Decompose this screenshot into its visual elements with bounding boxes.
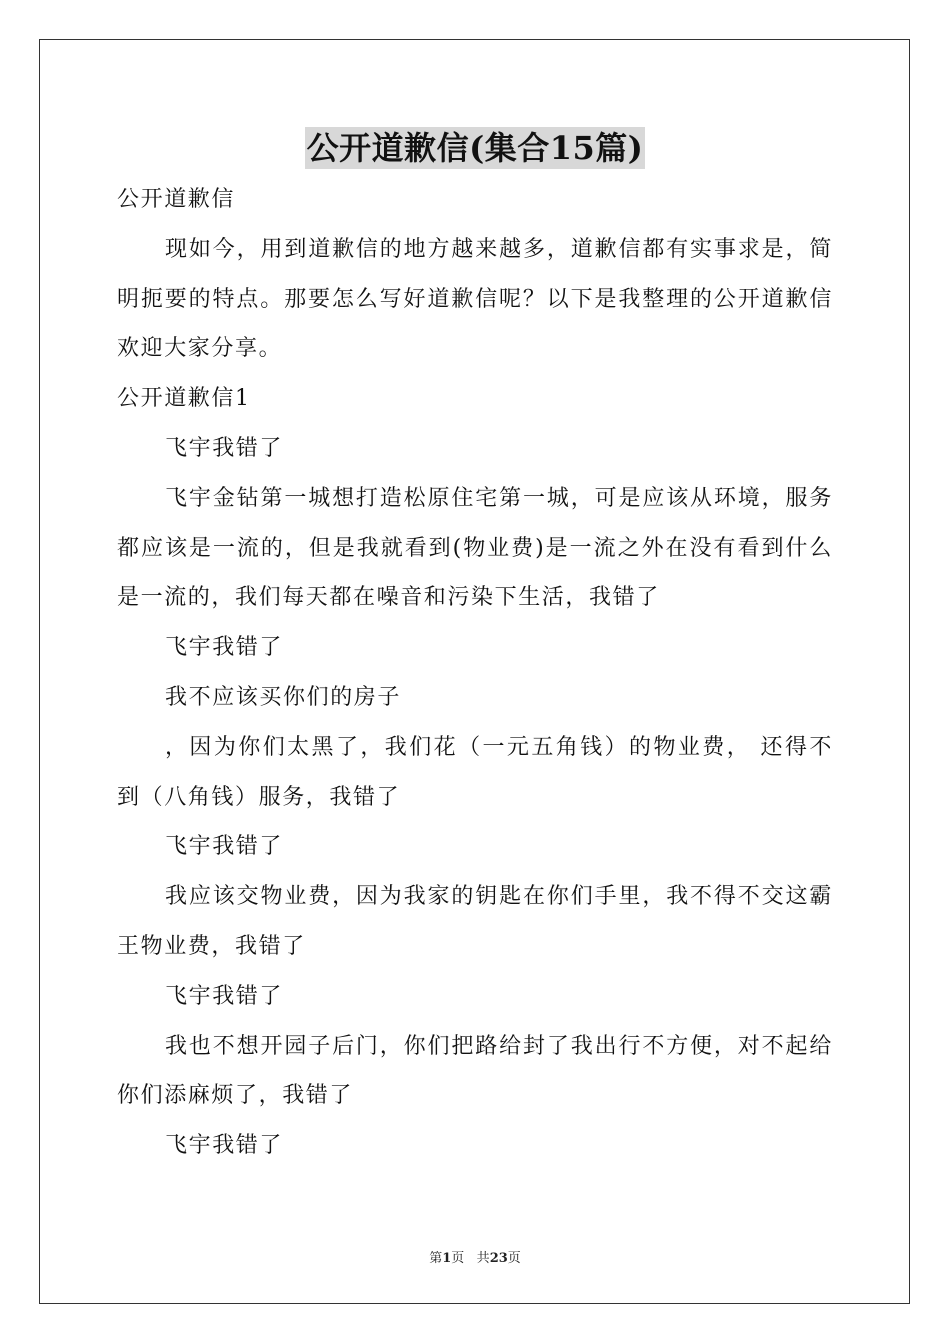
paragraph: 我也不想开园子后门，你们把路给封了我出行不方便，对不起给你们添麻烦了，我错了 — [117, 1033, 833, 1109]
paragraph: 飞宇金钻第一城想打造松原住宅第一城，可是应该从环境，服务都应该是一流的，但是我就看到(物业费)是一流之外在没有看到什么是一流的，我们每天都在噪音和污染下生活，我错了 — [117, 485, 833, 611]
document-body — [117, 175, 833, 1171]
total-pages: 23 — [489, 1251, 508, 1266]
total-suffix: 页 — [507, 1251, 521, 1266]
paragraph: 飞宇我错了 — [165, 435, 284, 461]
document-title: 公开道歉信(集合15篇) — [306, 129, 644, 167]
page-suffix: 页 — [451, 1251, 465, 1266]
page-footer — [0, 1247, 950, 1266]
paragraph: 我应该交物业费，因为我家的钥匙在你们手里，我不得不交这霸王物业费，我错了 — [117, 884, 833, 959]
paragraph: 我不应该买你们的房子 — [165, 684, 402, 710]
total-prefix: 共 — [476, 1251, 490, 1266]
paragraph: 飞宇我错了 — [165, 635, 284, 661]
paragraph: 飞宇我错了 — [165, 834, 284, 860]
paragraph: 飞宇我错了 — [165, 1133, 284, 1159]
paragraph: 飞宇我错了 — [165, 983, 284, 1009]
paragraph: ，因为你们太黑了，我们花（一元五角钱）的物业费， 还得不到（八角钱）服务，我错了 — [117, 734, 833, 810]
paragraph: 公开道歉信 — [117, 187, 236, 212]
paragraph: 公开道歉信1 — [117, 386, 251, 412]
page-prefix: 第 — [429, 1251, 443, 1266]
title-container — [0, 127, 950, 169]
page-number: 1 — [442, 1251, 452, 1266]
paragraph: 现如今，用到道歉信的地方越来越多，道歉信都有实事求是，简明扼要的特点。那要怎么写好道歉信呢？以下是我整理的公开道歉信欢迎大家分享。 — [117, 236, 833, 362]
